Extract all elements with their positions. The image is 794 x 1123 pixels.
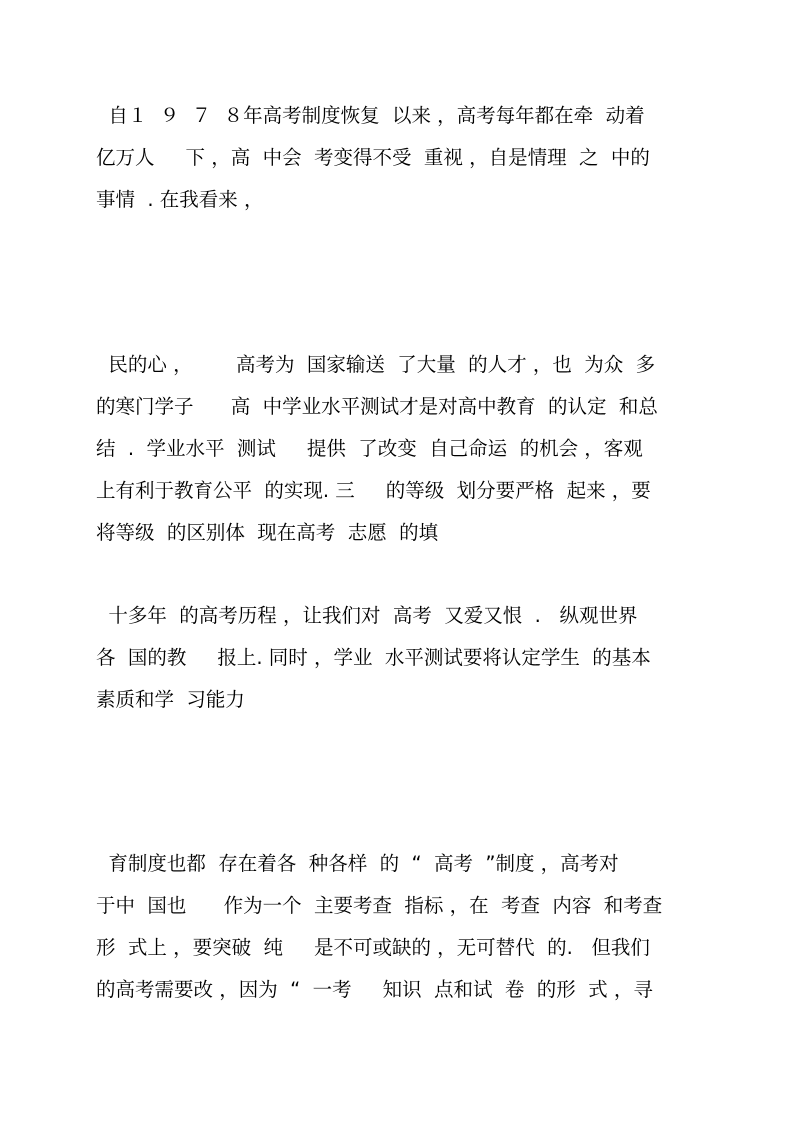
paragraph-3-line-2: 各 国的教 报上. 同时 ，学业 水平测试要将认定学生 的基本 xyxy=(96,646,651,669)
paragraph-4-line-2: 于中 国也 作为一个 主要考查 指标 ，在 考查 内容 和考查 xyxy=(96,894,663,917)
paragraph-2-line-5: 将等级 的区别体 现在高考 志愿 的填 xyxy=(96,521,439,544)
paragraph-2-line-1: 民的心 ， 高考为 国家输送 了大量 的人才 ，也 为众 多 xyxy=(96,353,656,376)
paragraph-4-line-3: 形 式上 ，要突破 纯 是不可或缺的 ，无可替代 的. 但我们 xyxy=(96,936,650,959)
paragraph-3-line-3: 素质和学 习能力 xyxy=(96,688,245,711)
paragraph-2-line-4: 上有利于教育公平 的实现. 三 的等级 划分要严格 起来 ，要 xyxy=(96,479,651,502)
paragraph-1-line-3: 事情 . 在我看来 ， xyxy=(96,188,264,211)
paragraph-2-line-3: 结 . 学业水平 测试 提供 了改变 自己命运 的机会 ，客观 xyxy=(96,437,643,460)
paragraph-3-line-1: 十多年 的高考历程 ，让我们对 高考 又爱又恨 . 纵观世界 xyxy=(96,604,638,627)
paragraph-2-line-2: 的寒门学子 高 中学业水平测试才是对高中教育 的认定 和总 xyxy=(96,395,658,418)
paragraph-1-line-1: 自１ ９ ７ ８年高考制度恢复 以来 ，高考每年都在牵 动着 xyxy=(96,104,645,127)
paragraph-4-line-1: 育制度也都 存在着各 种各样 的 “ 高考 ”制度 ，高考对 xyxy=(96,852,619,875)
paragraph-4-line-4: 的高考需要改 ，因为 “ 一考 知识 点和试 卷 的形 式 ，寻 xyxy=(96,978,653,1001)
paragraph-1-line-2: 亿万人 下 ，高 中会 考变得不受 重视 ，自是情理 之 中的 xyxy=(96,146,650,169)
